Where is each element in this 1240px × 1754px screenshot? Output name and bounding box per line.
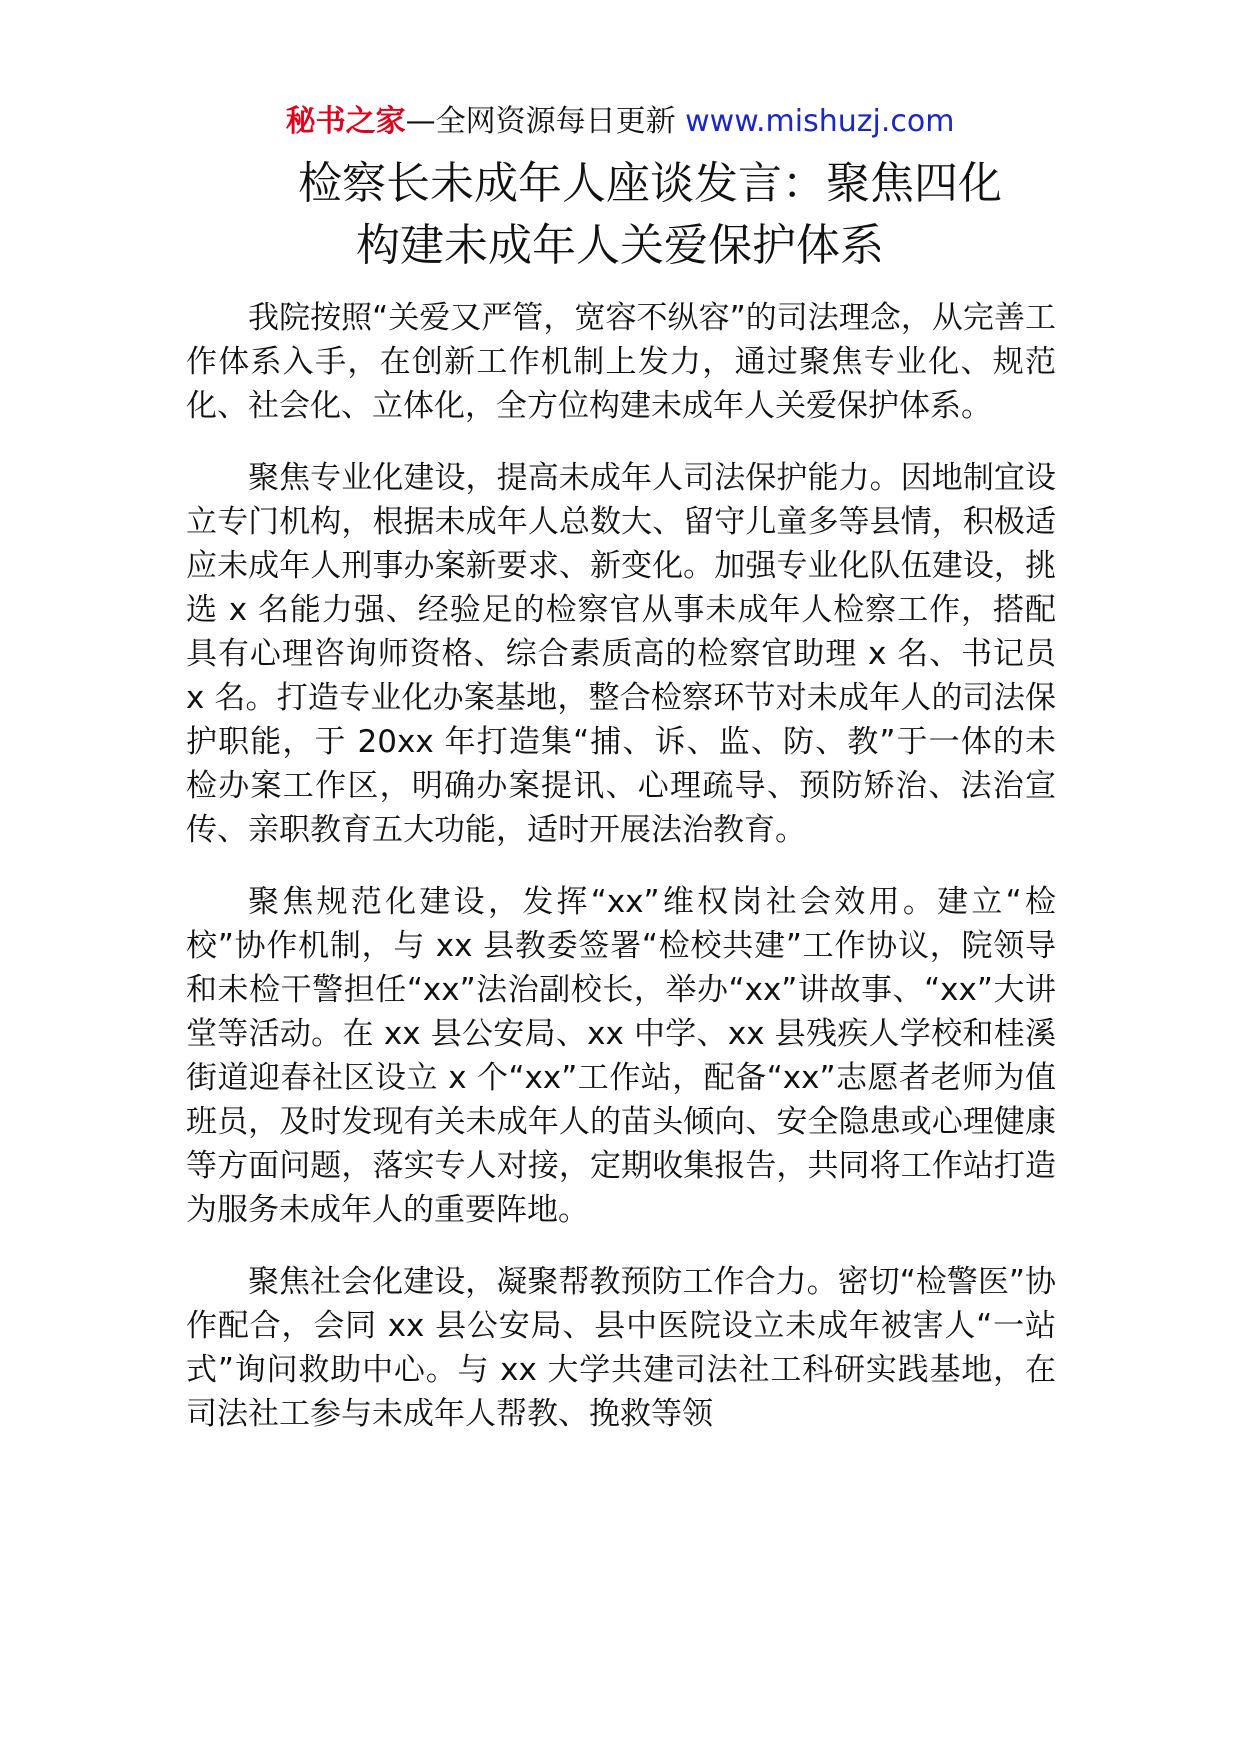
brand-name: 秘书之家 [285,104,406,139]
site-url-link[interactable]: www.mishuzj.com [685,104,955,139]
site-header [0,100,1240,144]
document-body [186,296,1056,1464]
paragraph-specialization: 聚焦专业化建设，提高未成年人司法保护能力。因地制宜设立专门机构，根据未成年人总数大、留守儿童多等县情，积极适应未成年人刑事办案新要求、新变化。加强专业化队伍建设，挑选 x 名能力强、经验足的检察官从事未成年人检察工作，搭配具有心理咨询师资格、综合素质高的检察官助理 x 名、书记员 x 名。打造专业化办案基地，整合检察环节对未成年人的司法保护职能，于 20xx 年打造集“捕、诉、监、防、教”于一体的未检办案工作区，明确办案提讯、心理疏导、预防矫治、法治宣传、亲职教育五大功能，适时开展法治教育。 [186,460,1056,848]
header-tagline: —全网资源每日更新 [405,104,676,139]
document-title-line-1: 检察长未成年人座谈发言：聚焦四化 [298,158,1002,209]
document-title-line-2: 构建未成年人关爱保护体系 [356,220,884,271]
paragraph-socialization: 聚焦社会化建设，凝聚帮教预防工作合力。密切“检警医”协作配合，会同 xx 县公安局、县中医院设立未成年被害人“一站式”询问救助中心。与 xx 大学共建司法社工科研实践基地，在司法社工参与未成年人帮教、挽救等领 [186,1264,1056,1432]
paragraph-standardization: 聚焦规范化建设，发挥“xx”维权岗社会效用。建立“检校”协作机制，与 xx 县教委签署“检校共建”工作协议，院领导和未检干警担任“xx”法治副校长，举办“xx”讲故事、“xx”大讲堂等活动。在 xx 县公安局、xx 中学、xx 县残疾人学校和桂溪街道迎春社区设立 x 个“xx”工作站，配备“xx”志愿者老师为值班员，及时发现有关未成年人的苗头倾向、安全隐患或心理健康等方面问题，落实专人对接，定期收集报告，共同将工作站打造为服务未成年人的重要阵地。 [186,884,1056,1228]
paragraph-intro: 我院按照“关爱又严管，宽容不纵容”的司法理念，从完善工作体系入手，在创新工作机制上发力，通过聚焦专业化、规范化、社会化、立体化，全方位构建未成年人关爱保护体系。 [186,300,1056,424]
